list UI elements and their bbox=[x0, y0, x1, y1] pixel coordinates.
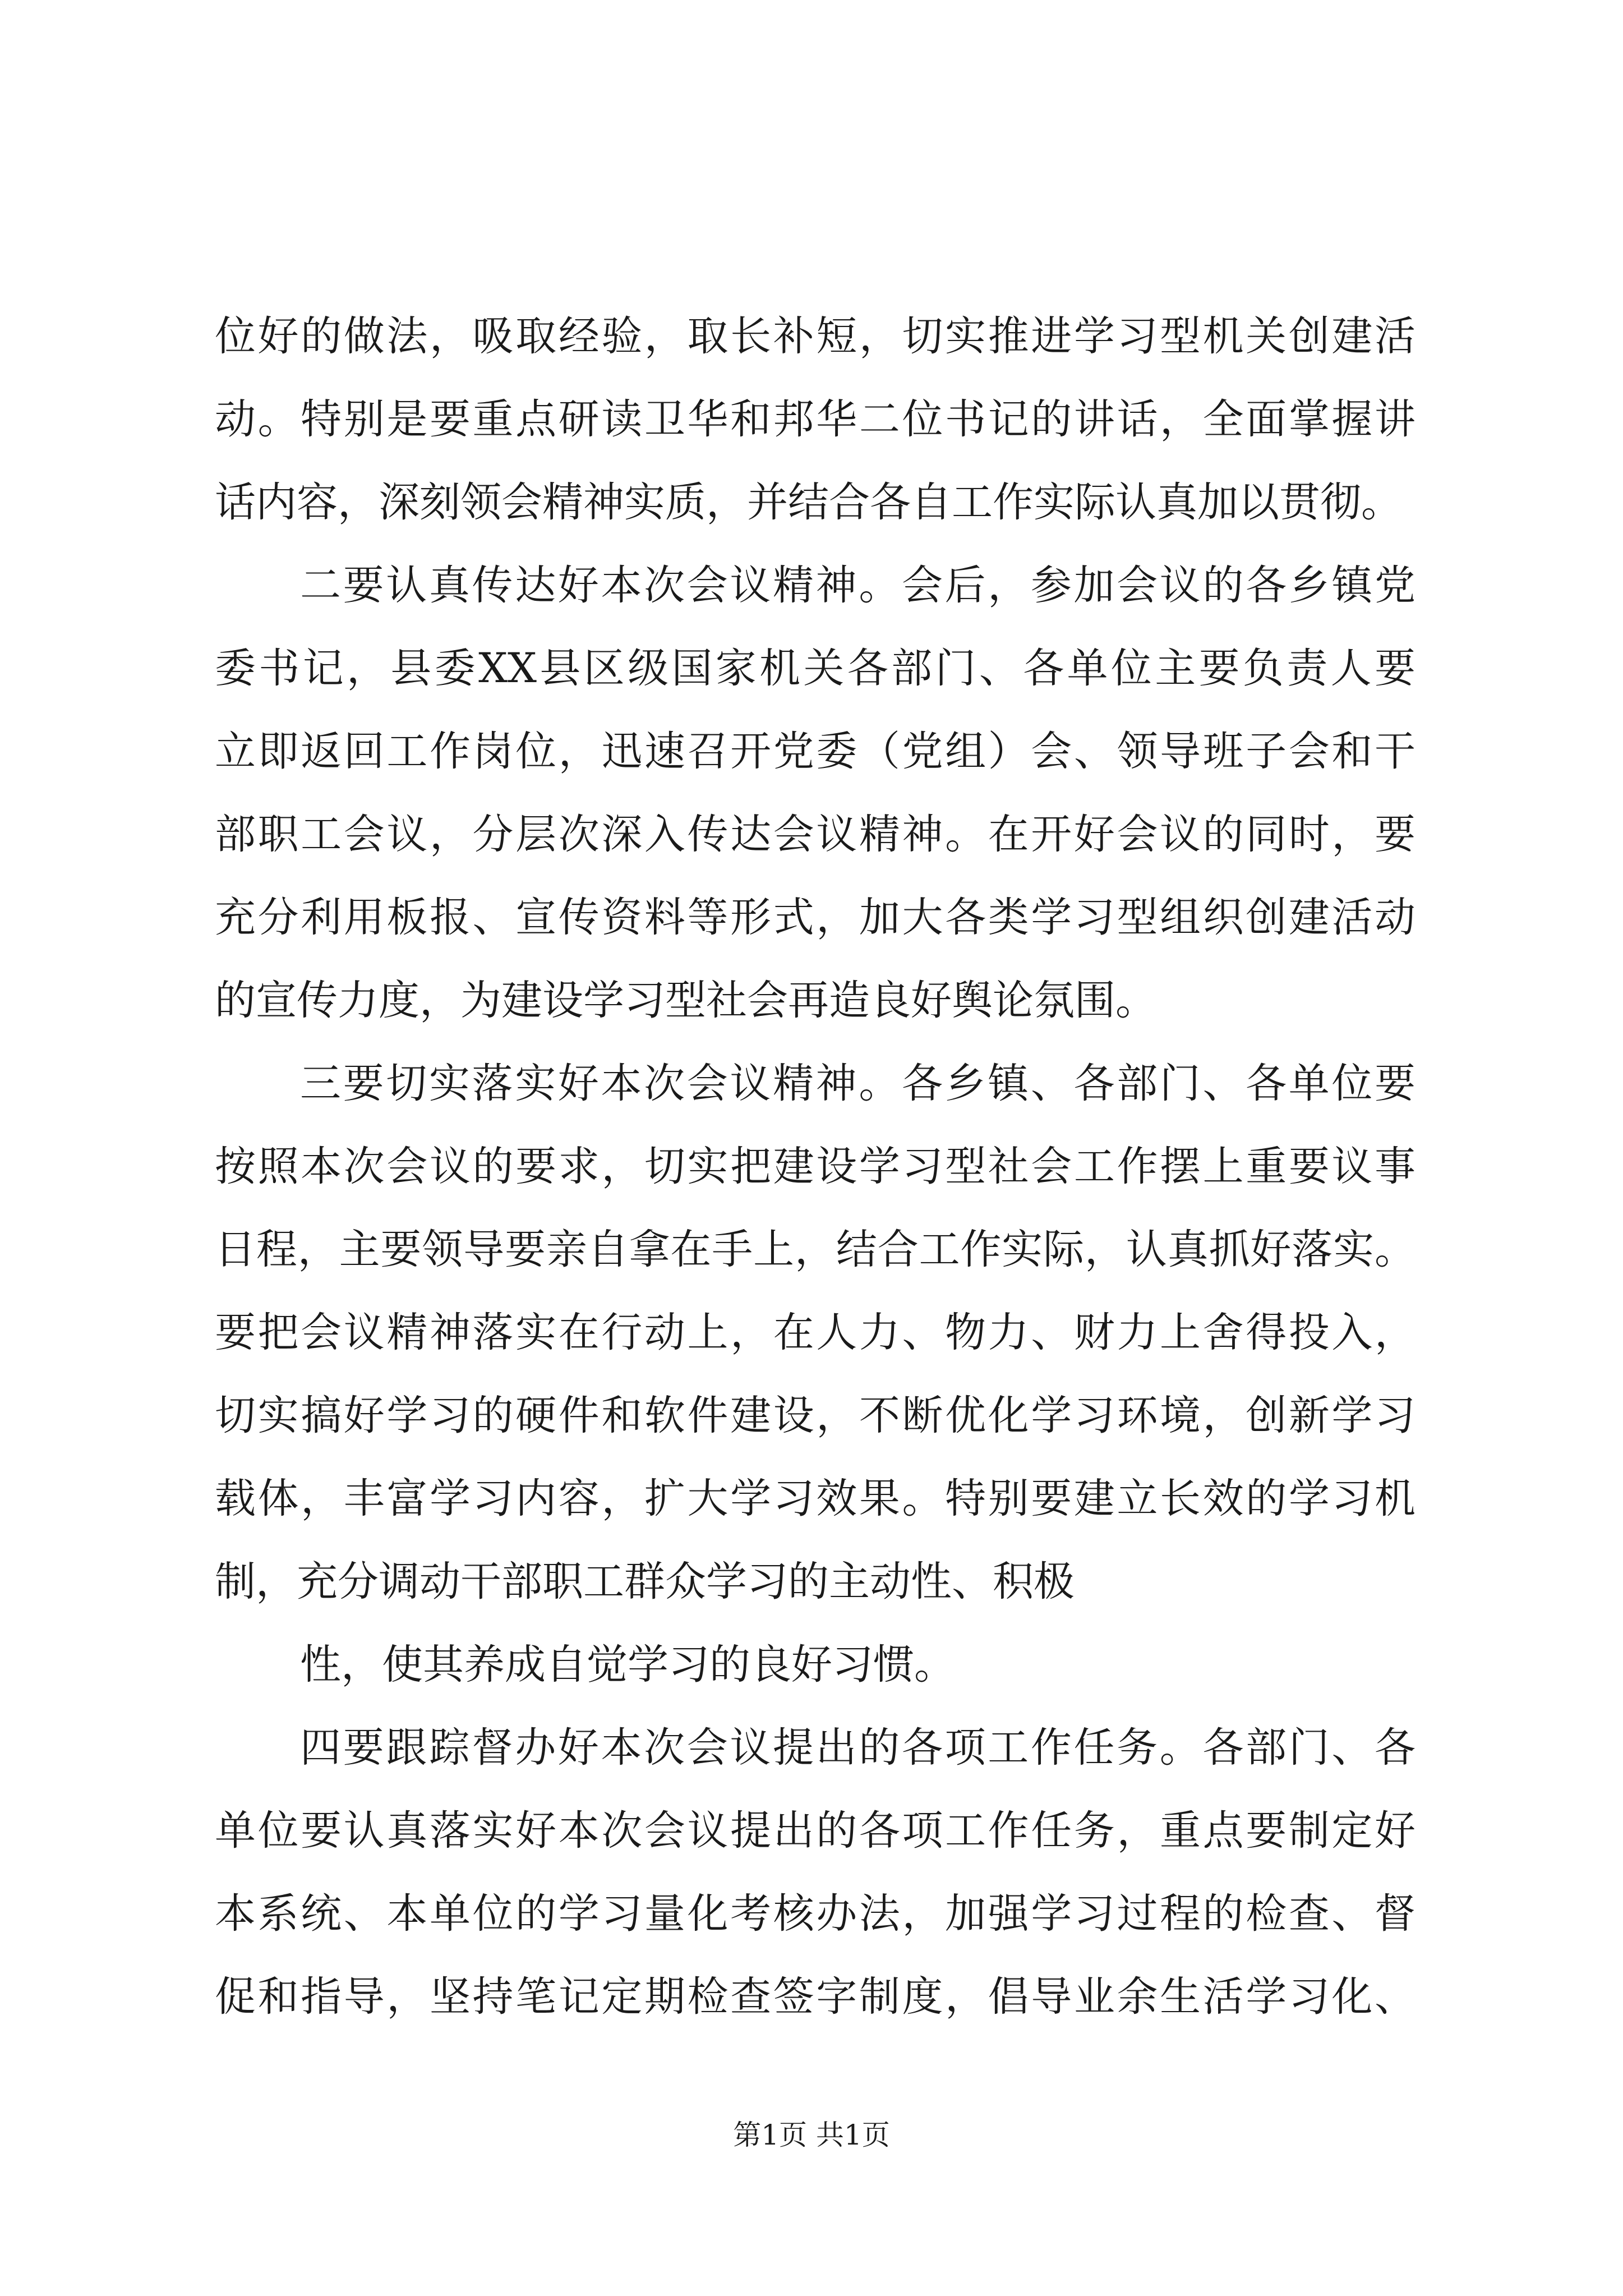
text-line: 的宣传力度，为建设学习型社会再造良好舆论氛围。 bbox=[215, 977, 1156, 1024]
text-line: 制，充分调动干部职工群众学习的主动性、积极 bbox=[215, 1558, 1075, 1605]
text-line: 切实搞好学习的硬件和软件建设，不断优化学习环境，创新学习 bbox=[215, 1392, 1415, 1439]
text-line: 立即返回工作岗位，迅速召开党委（党组）会、领导班子会和干 bbox=[215, 728, 1415, 775]
page-number-label: 第1页 共1页 bbox=[733, 2119, 890, 2151]
text-line: 单位要认真落实好本次会议提出的各项工作任务，重点要制定好 bbox=[215, 1807, 1415, 1855]
paragraph-item-2 bbox=[215, 544, 1415, 1042]
text-line: 充分利用板报、宣传资料等形式，加大各类学习型组织创建活动 bbox=[215, 894, 1415, 941]
text-line: 按照本次会议的要求，切实把建设学习型社会工作摆上重要议事 bbox=[215, 1143, 1415, 1190]
paragraph-item-4 bbox=[215, 1706, 1415, 2039]
text-line: 三要切实落实好本次会议精神。各乡镇、各部门、各单位要 bbox=[300, 1060, 1415, 1107]
page-footer bbox=[0, 2118, 1623, 2152]
body-text bbox=[215, 295, 1415, 2039]
text-line: 部职工会议，分层次深入传达会议精神。在开好会议的同时，要 bbox=[215, 811, 1415, 858]
paragraph-fragment bbox=[215, 1623, 1415, 1706]
text-line: 动。特别是要重点研读卫华和邦华二位书记的讲话，全面掌握讲 bbox=[215, 395, 1415, 443]
text-line: 性，使其养成自觉学习的良好习惯。 bbox=[300, 1641, 955, 1688]
text-line: 话内容，深刻领会精神实质，并结合各自工作实际认真加以贯彻。 bbox=[215, 478, 1402, 526]
text-line: 四要跟踪督办好本次会议提出的各项工作任务。各部门、各 bbox=[300, 1724, 1415, 1772]
text-line: 载体，丰富学习内容，扩大学习效果。特别要建立长效的学习机 bbox=[215, 1475, 1415, 1522]
paragraph-item-3 bbox=[215, 1042, 1415, 1623]
text-line: 二要认真传达好本次会议精神。会后，参加会议的各乡镇党 bbox=[300, 562, 1415, 609]
text-line: 促和指导，坚持笔记定期检查签字制度，倡导业余生活学习化、 bbox=[215, 1973, 1415, 2021]
text-line: 日程，主要领导要亲自拿在手上，结合工作实际，认真抓好落实。 bbox=[215, 1226, 1415, 1273]
text-line: 位好的做法，吸取经验，取长补短，切实推进学习型机关创建活 bbox=[215, 312, 1415, 360]
text-line: 本系统、本单位的学习量化考核办法，加强学习过程的检查、督 bbox=[215, 1890, 1415, 1938]
text-line: 要把会议精神落实在行动上，在人力、物力、财力上舍得投入， bbox=[215, 1309, 1415, 1356]
paragraph-continuation bbox=[215, 295, 1415, 544]
text-line: 委书记，县委XX县区级国家机关各部门、各单位主要负责人要 bbox=[215, 645, 1415, 692]
